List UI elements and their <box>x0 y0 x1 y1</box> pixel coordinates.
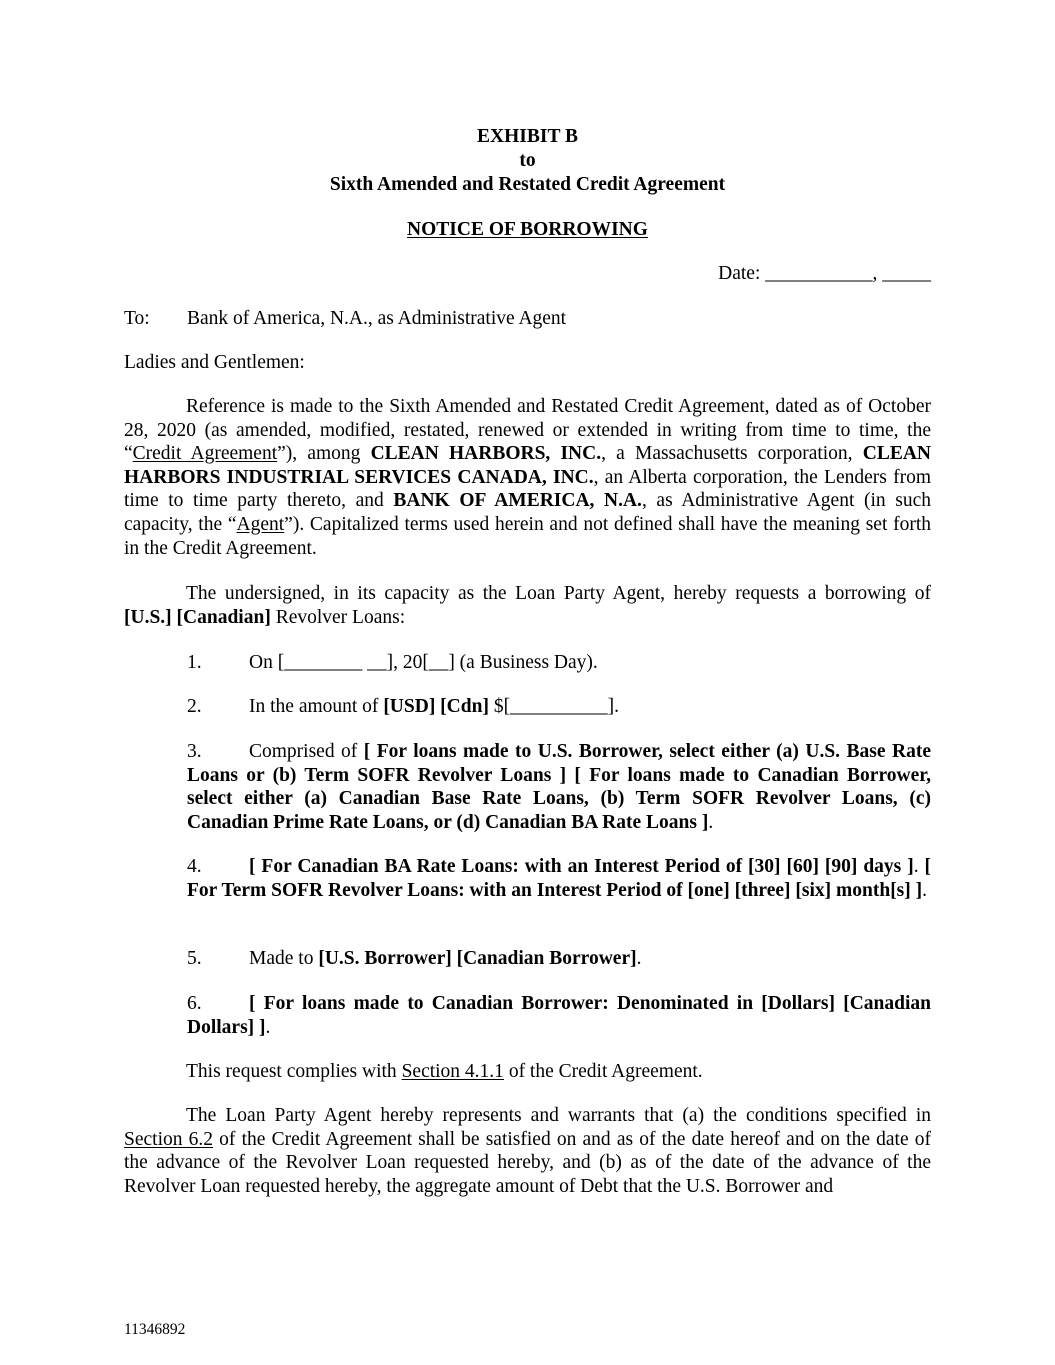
request-bold: [U.S.] [Canadian] <box>124 606 271 628</box>
item-text-end: . <box>636 948 642 969</box>
item-text: Made to <box>249 948 319 969</box>
clean-harbors-name: CLEAN HARBORS, INC. <box>370 443 602 465</box>
item-text-end: $[__________]. <box>488 696 619 717</box>
exhibit-heading: EXHIBIT B <box>477 126 578 147</box>
list-item-2 <box>187 695 931 719</box>
to-label: To: <box>124 308 150 329</box>
request-tail: Revolver Loans: <box>270 606 406 628</box>
item-text: On [________ __], 20[__] (a Business Day). <box>249 652 598 673</box>
item-number: 3. <box>187 741 202 762</box>
intro-text-4: , an Alberta corporation, the Lenders from time to time party thereto, and <box>124 466 931 512</box>
item-bold-2: [ For Term SOFR Revolver Loans: with an Interest Period of [one] [three] [six] month[s] ] <box>187 856 932 901</box>
to-recipient: Bank of America, N.A., as Administrative Agent <box>187 308 567 329</box>
credit-agreement-term: Credit Agreement <box>132 443 278 465</box>
request-text: The undersigned, in its capacity as the Loan Party Agent, hereby requests a borrowing of <box>186 583 931 604</box>
agent-term: Agent <box>236 513 285 535</box>
item-number: 5. <box>187 948 202 969</box>
date-line: Date: ___________, _____ <box>718 263 931 284</box>
item-bold: [ For loans made to Canadian Borrower: Denominated in [Dollars] [Canadian Dollars] ] <box>187 993 931 1038</box>
document-id-footer: 11346892 <box>124 1321 186 1338</box>
item-text-end: . <box>922 879 928 901</box>
item-text-end: . <box>265 1016 271 1038</box>
bank-name: BANK OF AMERICA, N.A. <box>393 490 642 512</box>
intro-text-2: ”), among <box>277 443 371 465</box>
item-number: 6. <box>187 993 202 1014</box>
clean-harbors-canada-name: CLEAN HARBORS INDUSTRIAL SERVICES CANADA, INC. <box>124 443 931 488</box>
item-bold: [ For Canadian BA Rate Loans: with an Interest Period of [30] [60] [90] days ] <box>249 856 914 877</box>
agreement-title: Sixth Amended and Restated Credit Agreement <box>329 174 726 195</box>
intro-text-1: Reference is made to the Sixth Amended and Restated Credit Agreement, dated as of October 28, 2020 (as amended, modified, restated, renewed or extended in writing from time to time, the “ <box>124 396 931 465</box>
representation-paragraph <box>124 1104 931 1198</box>
item-number: 2. <box>187 696 202 717</box>
item-text: In the amount of <box>249 696 384 717</box>
list-item-3 <box>187 740 931 834</box>
item-number: 4. <box>187 856 202 877</box>
item-text: . <box>913 856 925 877</box>
intro-text-5: , as Administrative Agent (in such capacity, the “ <box>124 490 931 535</box>
intro-text-3: , a Massachusetts corporation, <box>601 443 863 465</box>
item-number: 1. <box>187 652 202 673</box>
compliance-text: This request complies with <box>186 1061 402 1082</box>
list-item-1 <box>187 651 931 675</box>
intro-text-6: ”). Capitalized terms used herein and not defined shall have the meaning set forth in the Credit Agreement. <box>124 513 932 559</box>
item-bold: [USD] [Cdn] <box>383 696 489 717</box>
list-item-6 <box>187 992 931 1039</box>
list-item-4 <box>187 855 931 902</box>
compliance-text-end: of the Credit Agreement. <box>503 1061 703 1082</box>
represent-text: The Loan Party Agent hereby represents and warrants that (a) the conditions specified in <box>186 1105 931 1126</box>
list-item-5 <box>187 947 931 971</box>
notice-title-text: NOTICE OF BORROWING <box>407 219 648 240</box>
item-text-end: . <box>708 811 714 833</box>
section-4-1-1-reference: Section 4.1.1 <box>401 1061 504 1082</box>
exhibit-to: to <box>519 150 536 171</box>
item-bold: [U.S. Borrower] [Canadian Borrower] <box>318 948 637 969</box>
represent-text-end: of the Credit Agreement shall be satisfied on and as of the date hereof and on the date of the advance of the Revolver Loan requested hereby, and (b) as of the date of the advance of the Revolver Loan requested hereby, the aggregate amount of Debt that the U.S. Borrower and <box>124 1128 932 1197</box>
compliance-paragraph <box>124 1060 931 1084</box>
item-bold: [ For loans made to U.S. Borrower, select either (a) U.S. Base Rate Loans or (b) Term SOFR Revolver Loans ] [ For loans made to Canadian Borrower, select either (a) Canadian Base Rate Loans, (b) Term SOFR Revolver Loans, (c) Canadian Prime Rate Loans, or (d) Canadian BA Rate Loans ] <box>187 741 931 833</box>
intro-paragraph <box>124 395 931 560</box>
notice-title <box>124 218 931 242</box>
request-paragraph <box>124 582 931 629</box>
item-text: Comprised of <box>249 741 364 762</box>
section-6-2-reference: Section 6.2 <box>124 1128 214 1150</box>
salutation: Ladies and Gentlemen: <box>124 352 305 373</box>
